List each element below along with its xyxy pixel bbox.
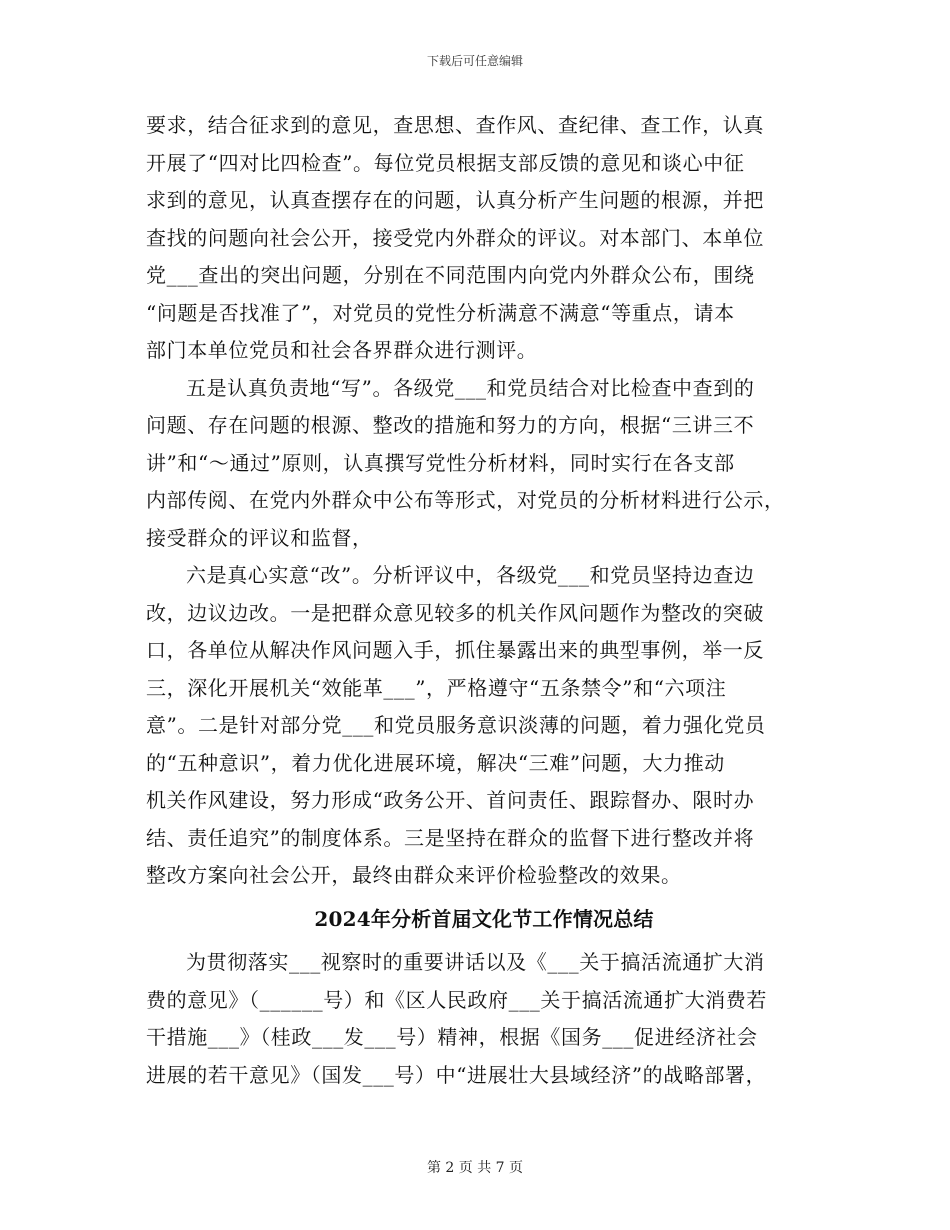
text-line: 费的意见》（______号）和《区人民政府___关于搞活流通扩大消费若 <box>146 987 767 1012</box>
text-line: 求到的意见，认真查摆存在的问题，认真分析产生问题的根源，并把 <box>146 188 764 212</box>
text-line: 内部传阅、在党内外群众中公布等形式，对党员的分析材料进行公示， <box>146 488 785 512</box>
text-line: 干措施___》（桂政___发___号）精神，根据《国务___促进经济社会 <box>146 1025 758 1049</box>
text-line: 三，深化开展机关“效能革___”，严格遵守“五条禁令”和“六项注 <box>146 675 727 700</box>
paragraph-1 <box>146 107 822 370</box>
text-line: 六是真心实意“改”。分析评议中，各级党___和党员坚持边查边 <box>186 563 755 587</box>
text-line: 进展的若干意见》（国发___号）中“进展壮大县域经济”的战略部署， <box>146 1062 767 1087</box>
text-line: 的“五种意识”，着力优化进展环境，解决“三难”问题，大力推动 <box>146 750 725 775</box>
text-line: 要求，结合征求到的意见，查思想、查作风、查纪律、查工作，认真 <box>146 113 764 137</box>
text-line: 改，边议边改。一是把群众意见较多的机关作风问题作为整改的突破 <box>146 600 764 625</box>
paragraph-3 <box>146 557 822 895</box>
text-line: 口，各单位从解决作风问题入手，抓住暴露出来的典型事例，举一反 <box>146 638 764 662</box>
text-line: 问题、存在问题的根源、整改的措施和努力的方向，根据“三讲三不 <box>146 413 755 437</box>
text-line: 开展了“四对比四检查”。每位党员根据支部反馈的意见和谈心中征 <box>146 150 745 175</box>
text-line: “问题是否找准了”，对党员的党性分析满意不满意“等重点，请本 <box>146 300 735 325</box>
text-line: 整改方案向社会公开，最终由群众来评价检验整改的效果。 <box>146 863 682 887</box>
section-title: 2024年分析首届文化节工作情况总结 <box>314 906 654 931</box>
paragraph-4 <box>146 944 822 1094</box>
document-body <box>146 107 822 1094</box>
text-line: 结、责任追究”的制度体系。三是坚持在群众的监督下进行整改并将 <box>146 825 755 850</box>
text-line: 部门本单位党员和社会各界群众进行测评。 <box>146 338 538 362</box>
text-line: 五是认真负责地“写”。各级党___和党员结合对比检查中查到的 <box>186 375 755 400</box>
text-line: 讲”和“～通过”原则，认真撰写党性分析材料，同时实行在各支部 <box>146 450 735 475</box>
header-note: 下载后可任意编辑 <box>426 54 523 68</box>
paragraph-2 <box>146 370 822 558</box>
text-line: 党___查出的突出问题，分别在不同范围内向党内外群众公布，围绕 <box>146 263 755 287</box>
page-number: 第 2 页 共 7 页 <box>426 1160 524 1176</box>
text-line: 意”。二是针对部分党___和党员服务意识淡薄的问题，着力强化党员 <box>146 713 766 737</box>
text-line: 机关作风建设，努力形成“政务公开、首问责任、跟踪督办、限时办 <box>146 788 755 812</box>
text-line: 接受群众的评议和监督， <box>146 525 373 550</box>
text-line: 查找的问题向社会公开，接受党内外群众的评议。对本部门、本单位 <box>146 225 764 250</box>
text-line: 为贯彻落实___视察时的重要讲话以及《___关于搞活流通扩大消 <box>186 950 765 974</box>
